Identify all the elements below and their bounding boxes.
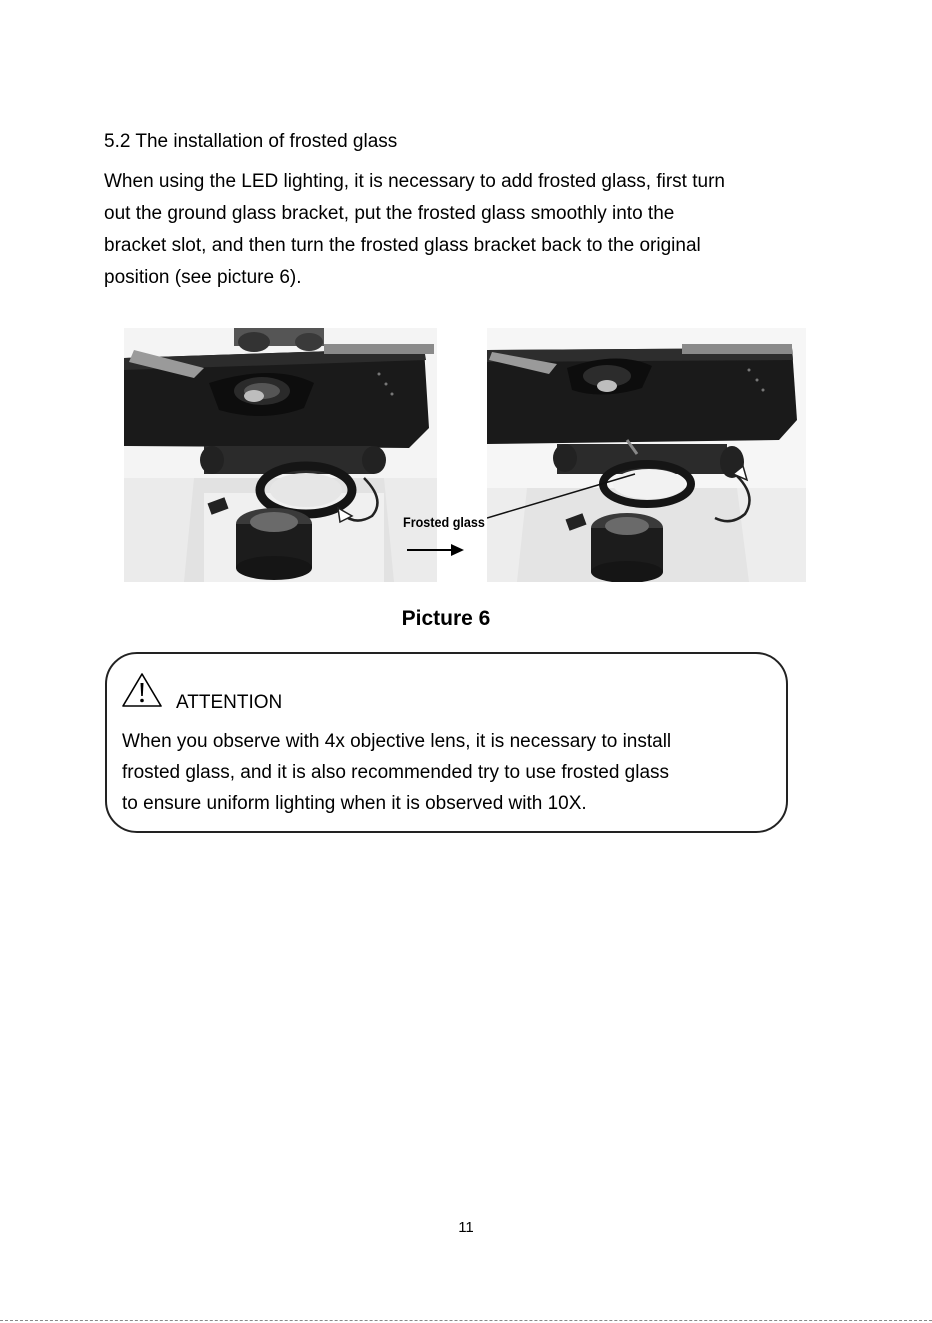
attention-line: frosted glass, and it is also recommended try to use frosted glass <box>122 762 670 783</box>
figure-caption: Picture 6 <box>401 607 491 630</box>
photo-bracket-turned-out <box>124 328 437 582</box>
instruction-paragraph <box>104 166 844 294</box>
right-arrow-icon <box>407 542 465 558</box>
section-heading: 5.2 The installation of frosted glass <box>104 131 398 152</box>
attention-line: When you observe with 4x objective lens, it is necessary to install <box>122 731 672 752</box>
frosted-glass-callout: Frosted glass <box>403 514 485 530</box>
photo-bracket-returned <box>487 328 806 582</box>
attention-line: to ensure uniform lighting when it is observed with 10X. <box>122 793 587 814</box>
footer-divider <box>0 1320 932 1321</box>
attention-title: ATTENTION <box>176 692 283 713</box>
paragraph-line: position (see picture 6). <box>104 267 302 288</box>
paragraph-line: out the ground glass bracket, put the frosted glass smoothly into the <box>104 203 675 224</box>
paragraph-line: bracket slot, and then turn the frosted glass bracket back to the original <box>104 235 701 256</box>
page-number: 11 <box>458 1219 474 1236</box>
warning-triangle-icon <box>121 671 163 709</box>
paragraph-line: When using the LED lighting, it is necessary to add frosted glass, first turn <box>104 171 725 192</box>
attention-text <box>122 726 671 819</box>
